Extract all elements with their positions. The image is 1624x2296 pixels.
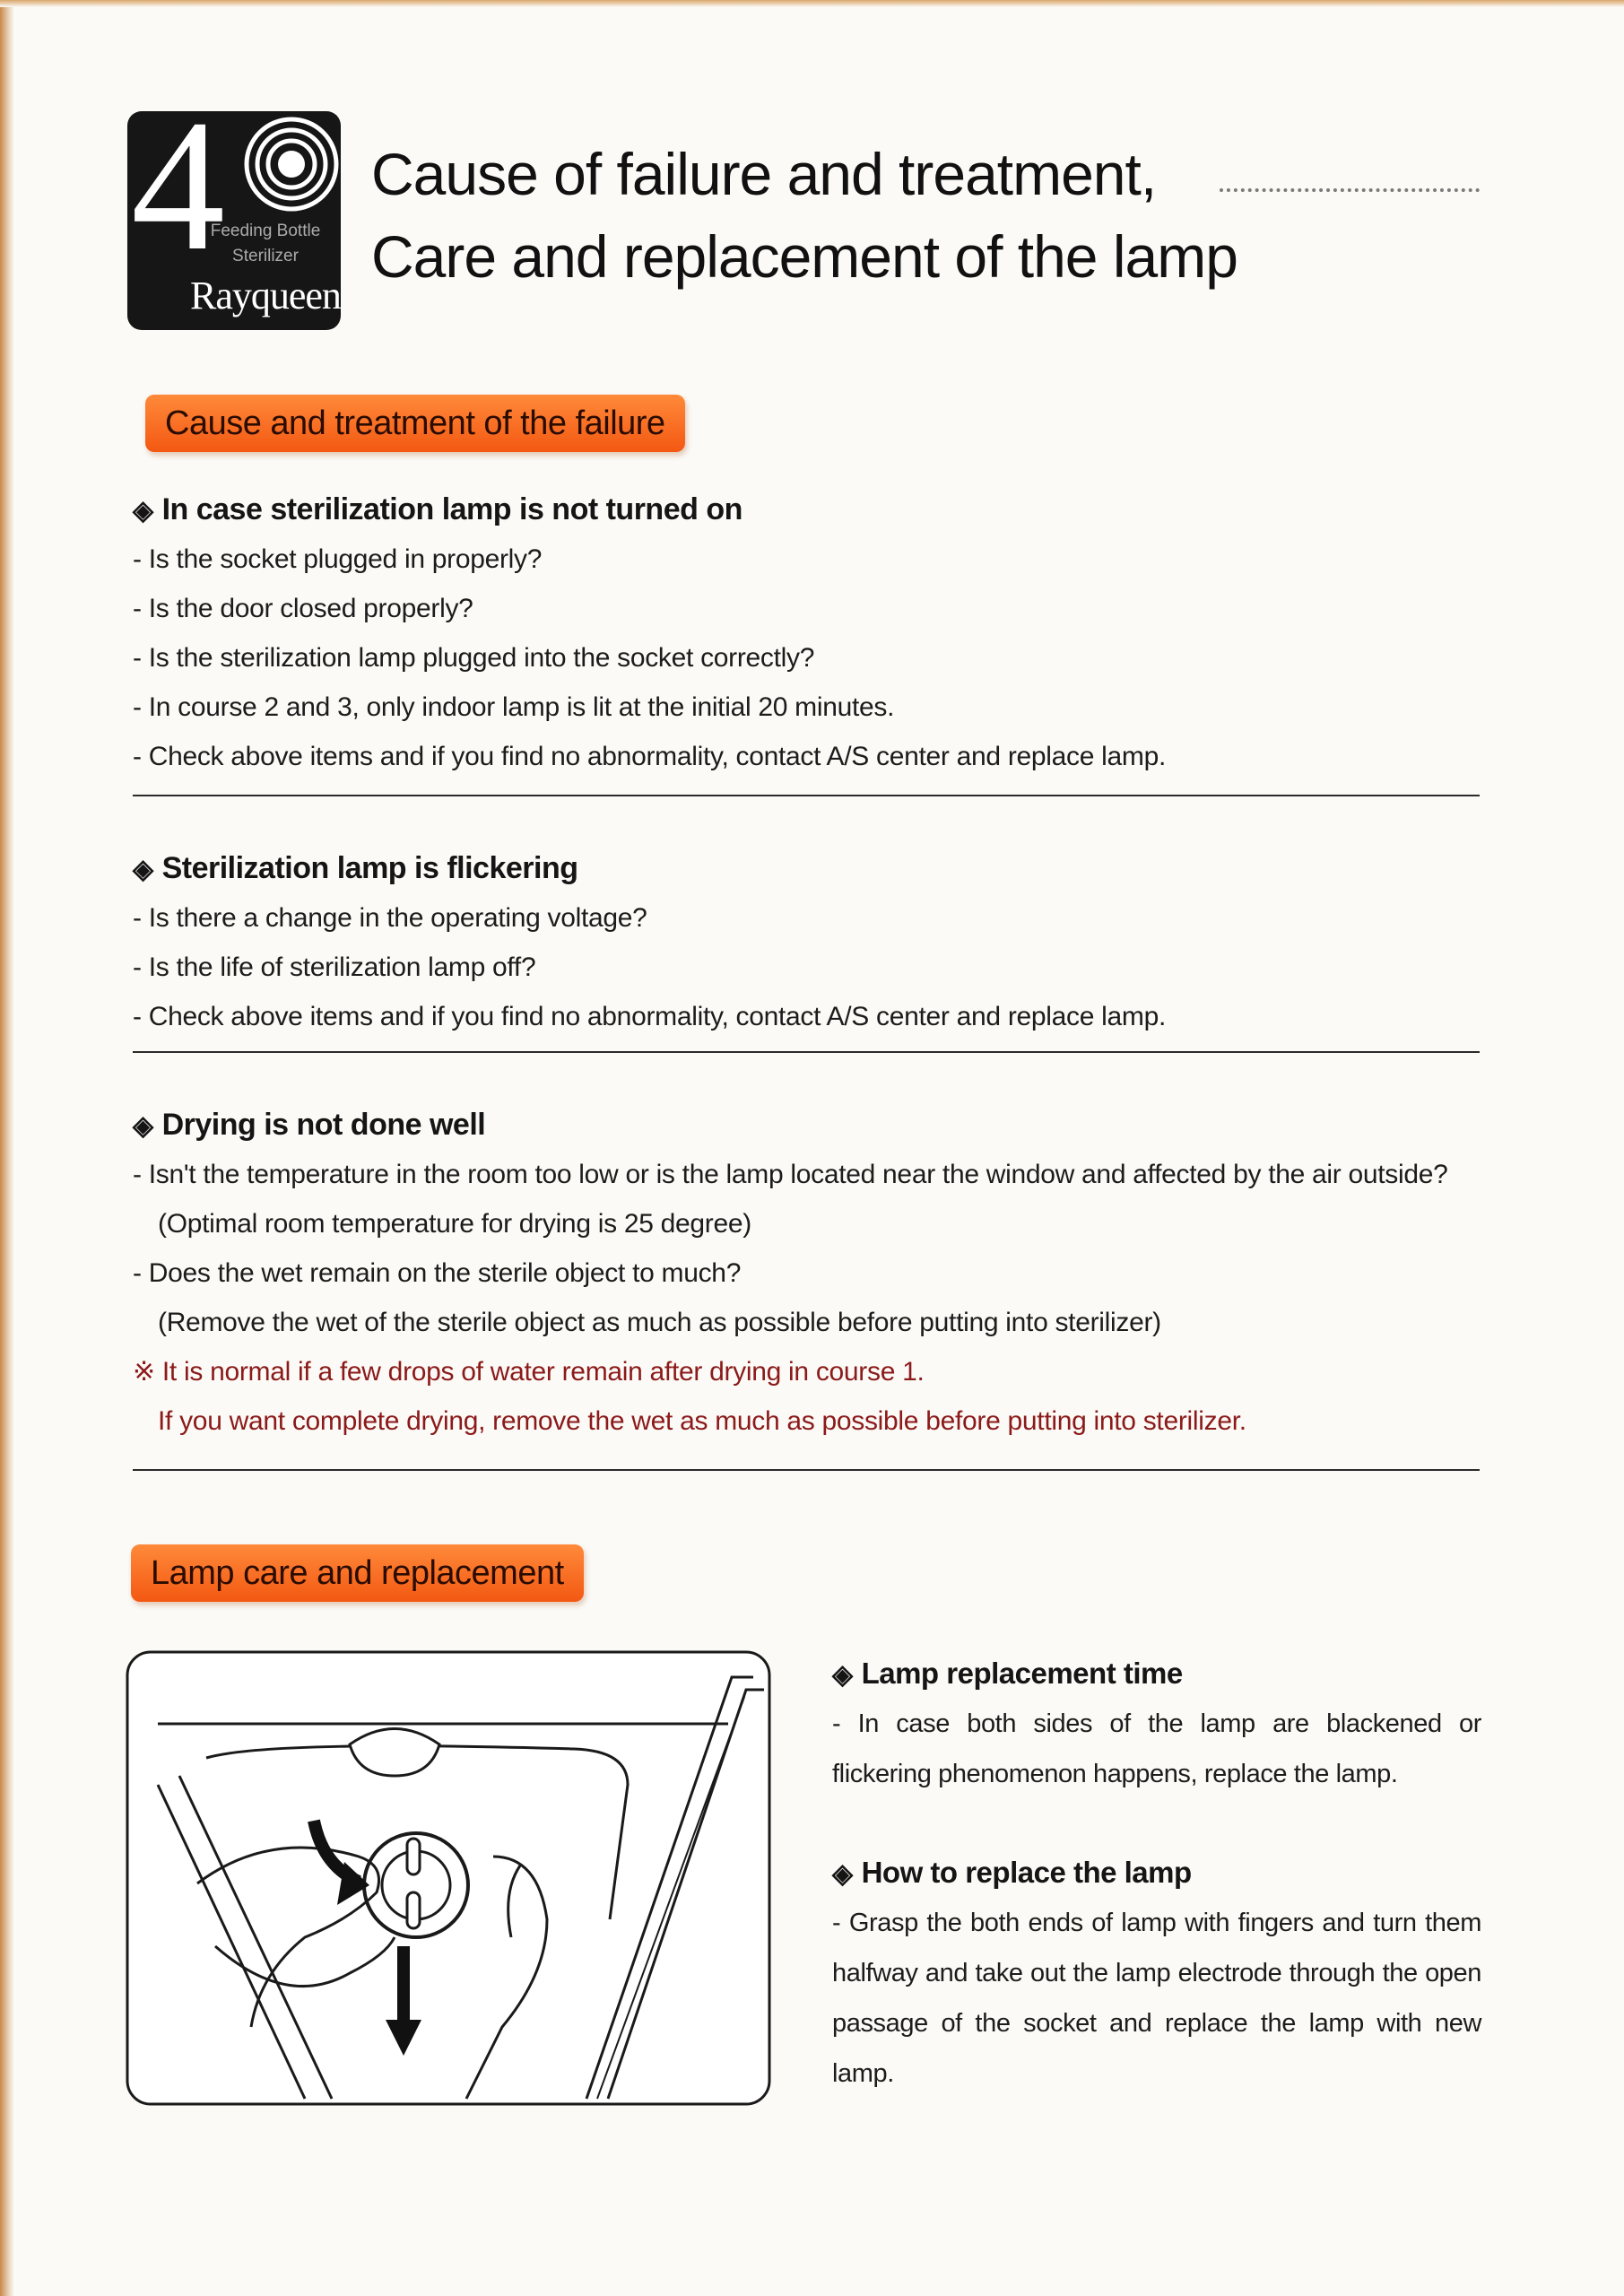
page-edge-top: [0, 0, 1624, 7]
brand-name: Rayqueen: [190, 274, 341, 317]
list-item: - Is the life of sterilization lamp off?: [133, 952, 536, 982]
list-item: (Optimal room temperature for drying is 25 degree): [158, 1209, 751, 1239]
list-item: - Does the wet remain on the sterile object to much?: [133, 1258, 742, 1288]
diamond-bullet-icon: ◈: [832, 1660, 853, 1690]
divider: [133, 1469, 1480, 1471]
page-title: Cause of failure and treatment, Care and replacement of the lamp: [371, 141, 1238, 290]
list-item: - In course 2 and 3, only indoor lamp is lit at the initial 20 minutes.: [133, 692, 895, 722]
group-heading: ◈ In case sterilization lamp is not turned on: [133, 492, 743, 526]
badge-subtitle: Feeding Bottle Sterilizer: [210, 222, 321, 265]
section-label-failure: Cause and treatment of the failure: [145, 395, 685, 452]
diamond-bullet-icon: ◈: [133, 855, 153, 884]
list-item: (Remove the wet of the sterile object as much as possible before putting into sterilizer): [158, 1308, 1161, 1337]
note-line: ※ It is normal if a few drops of water remain after drying in course 1.: [133, 1357, 925, 1387]
failure-group-drying: [133, 1100, 1496, 1446]
failure-group-flickering: [133, 843, 1496, 1041]
divider: [133, 1051, 1480, 1053]
chapter-number: 4: [131, 111, 225, 290]
list-item: - Is the door closed properly?: [133, 594, 473, 623]
diamond-bullet-icon: ◈: [133, 1111, 153, 1141]
list-item: - Is there a change in the operating voltage?: [133, 903, 647, 933]
group-heading: ◈ Sterilization lamp is flickering: [133, 851, 578, 885]
diamond-bullet-icon: ◈: [133, 496, 153, 526]
group-heading: ◈ Drying is not done well: [133, 1108, 486, 1142]
failure-group-lamp-off: [133, 484, 1496, 781]
list-item: - Check above items and if you find no abnormality, contact A/S center and replace lamp.: [133, 1002, 1167, 1031]
section-label-lamp: Lamp care and replacement: [131, 1544, 584, 1602]
group-heading: ◈ How to replace the lamp: [832, 1856, 1192, 1889]
rings-logo-icon: [242, 115, 341, 213]
lamp-replacement-illustration: [126, 1650, 771, 2106]
chapter-badge: [127, 111, 341, 330]
divider: [133, 795, 1480, 796]
note-line: If you want complete drying, remove the wet as much as possible before putting into sterilizer.: [158, 1406, 1246, 1436]
paragraph: - Grasp the both ends of lamp with fingers and turn them halfway and take out the lamp electrode through the open passage of the socket and replace the lamp with new lamp.: [832, 1909, 1481, 2088]
list-item: - Check above items and if you find no abnormality, contact A/S center and replace lamp.: [133, 742, 1167, 771]
list-item: - Isn't the temperature in the room too low or is the lamp located near the window and affected by the air outside?: [133, 1160, 1448, 1189]
title-dotted-leader: [1220, 188, 1480, 192]
lamp-replacement-time: [832, 1648, 1481, 1799]
list-item: - Is the socket plugged in properly?: [133, 544, 543, 574]
group-heading: ◈ Lamp replacement time: [832, 1657, 1183, 1690]
lamp-how-to-replace: [832, 1848, 1481, 2099]
page-edge: [0, 0, 14, 2296]
diamond-bullet-icon: ◈: [832, 1859, 853, 1889]
list-item: - Is the sterilization lamp plugged into the socket correctly?: [133, 643, 815, 673]
paragraph: - In case both sides of the lamp are blackened or flickering phenomenon happens, replace the lamp.: [832, 1709, 1481, 1788]
